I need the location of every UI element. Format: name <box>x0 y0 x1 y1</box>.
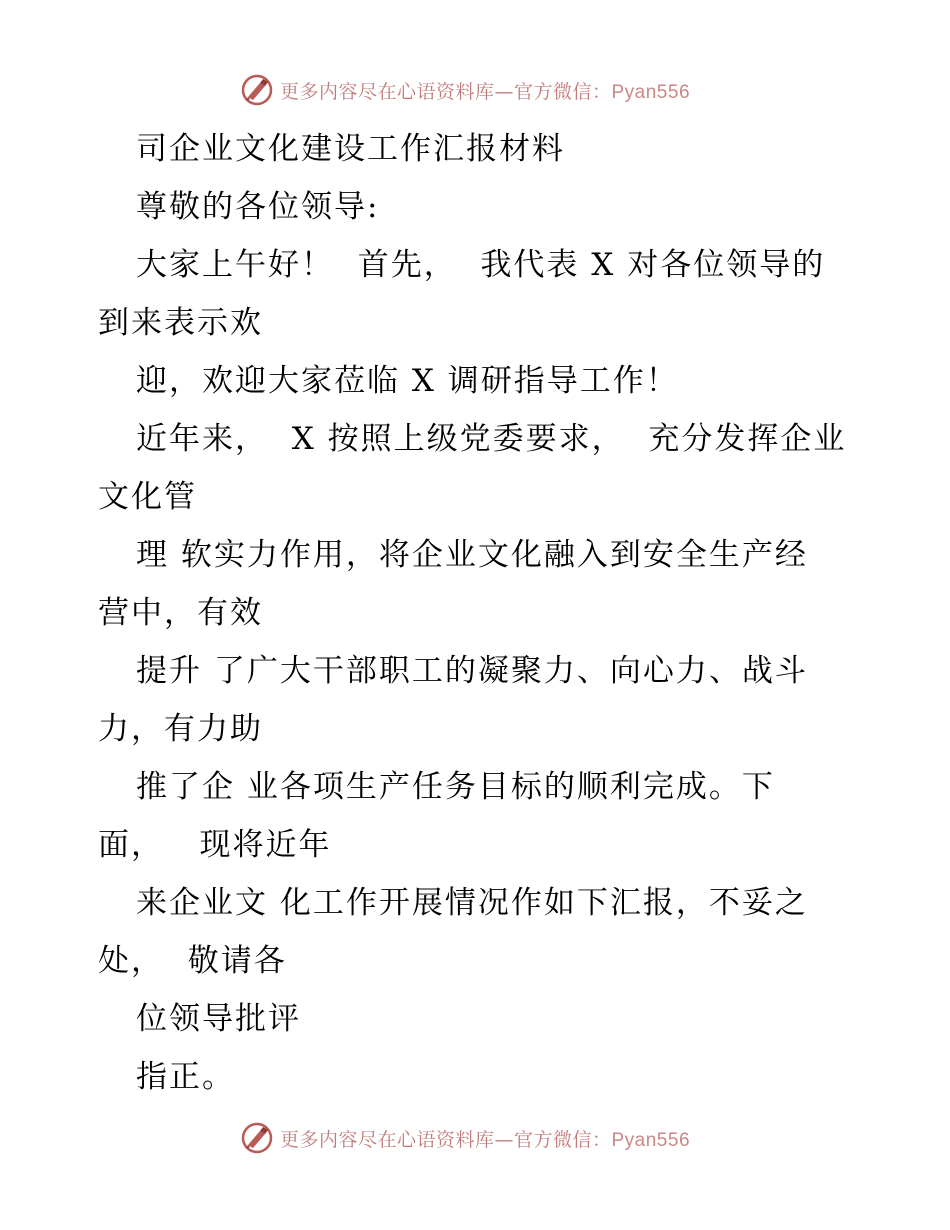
footer-banner <box>0 1118 950 1158</box>
text-line: 营中，有效 <box>98 595 263 631</box>
header-banner-content <box>240 73 690 107</box>
text-line: 处， 敬请各 <box>98 943 287 979</box>
banner-text <box>280 1125 690 1152</box>
banner-slogan: 更多内容尽在心语资料库—官方微信： <box>279 80 612 103</box>
text-line: 司企业文化建设工作汇报材料 <box>136 131 565 167</box>
text-line: 尊敬的各位领导: <box>136 189 380 225</box>
footer-banner-content <box>240 1121 690 1155</box>
text-line: 近年来， X 按照上级党委要求， 充分发挥企业 <box>136 421 847 457</box>
text-line: 来企业文 化工作开展情况作如下汇报，不妥之 <box>136 885 808 921</box>
banner-wechat-handle: Pyan556 <box>611 81 691 103</box>
text-line: 推了企 业各项生产任务目标的顺利完成。下 <box>136 769 775 805</box>
text-line: 到来表示欢 <box>98 305 263 341</box>
text-line: 力，有力助 <box>98 711 263 747</box>
text-line: 指正。 <box>136 1059 235 1095</box>
document-body <box>98 120 858 1106</box>
banner-text <box>280 77 690 104</box>
banner-wechat-handle: Pyan556 <box>611 1129 691 1151</box>
text-line: 提升 了广大干部职工的凝聚力、向心力、战斗 <box>136 653 808 689</box>
header-banner <box>0 70 950 110</box>
text-line: 大家上午好！ 首先， 我代表 X 对各位领导的 <box>136 247 826 283</box>
text-line: 迎，欢迎大家莅临 X 调研指导工作！ <box>136 363 679 399</box>
pen-logo-icon <box>240 73 274 107</box>
banner-slogan: 更多内容尽在心语资料库—官方微信： <box>279 1128 612 1151</box>
text-line: 面， 现将近年 <box>98 827 332 863</box>
text-line: 位领导批评 <box>136 1001 301 1037</box>
text-line: 文化管 <box>98 479 197 515</box>
pen-logo-icon <box>240 1121 274 1155</box>
text-line: 理 软实力作用，将企业文化融入到安全生产经 <box>136 537 808 573</box>
